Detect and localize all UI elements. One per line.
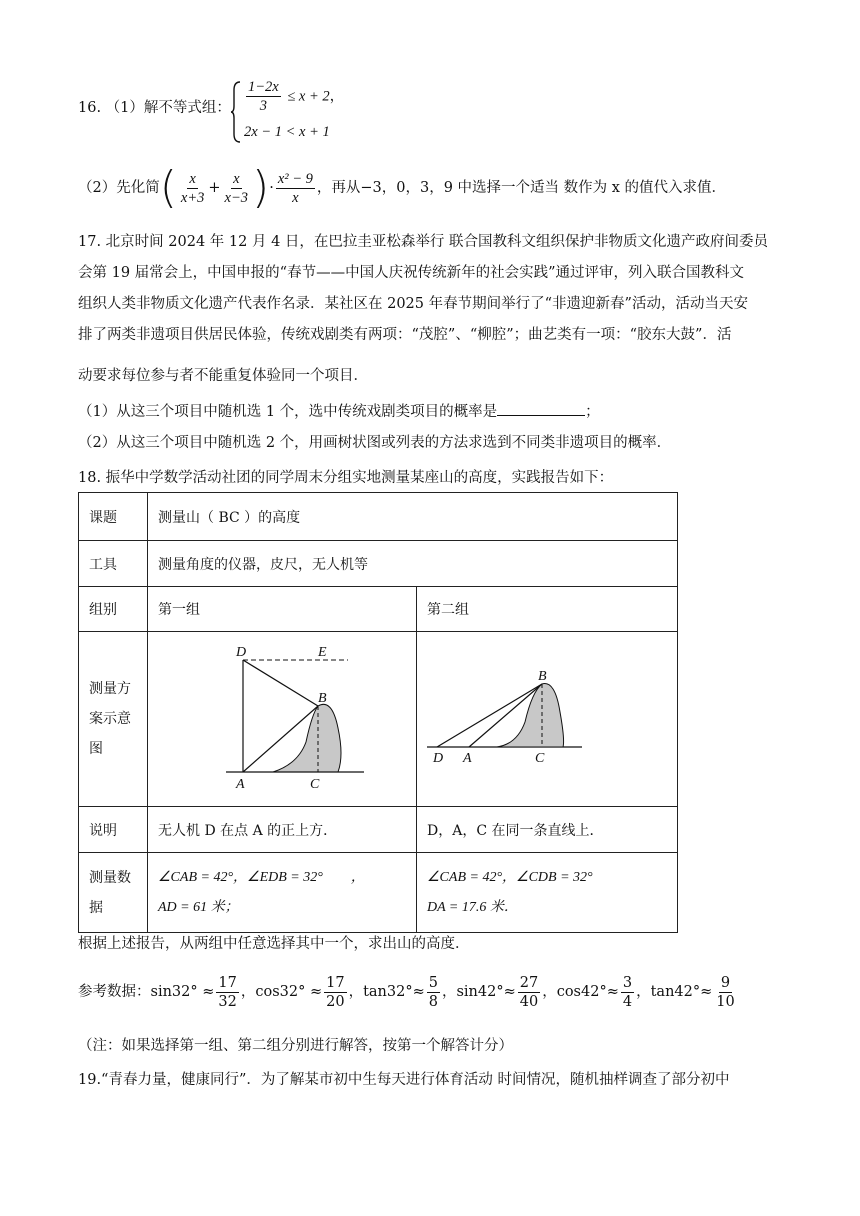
ref-fraction: $\frac{17}{32}$ [218, 974, 237, 1010]
ref-function: sin42°≈ [456, 984, 516, 1000]
table-row [79, 807, 678, 853]
q17-line-5: 动要求每位参与者不能重复体验同一个项目． [78, 368, 368, 384]
ref-fraction: $\frac{3}{4}$ [622, 974, 633, 1010]
ref-fraction: $\frac{17}{20}$ [326, 974, 345, 1010]
label-E: E [318, 645, 327, 660]
label-A: A [463, 751, 472, 766]
answer-blank [497, 401, 585, 416]
q16-inequality-1: $\frac{1-2x}{3}$ ≤ x + 2， [248, 79, 345, 114]
q18-note: （注：如果选择第一组、第二组分别进行解答，按第一个解答计分） [78, 1038, 513, 1054]
diagram-group-2 [417, 632, 678, 807]
q17-line-4: 排了两类非遗项目供居民体验，传统戏剧类有两项：“茂腔”、“柳腔”；曲艺类有一项：“胶东大鼓”．活 [78, 327, 732, 343]
reference-values: sin32° ≈ $\frac{17}{32}$ ，cos32° ≈ $\frac{17}{20}$ ，tan32°≈ $\frac{5}{8}$ ，sin42°≈ $\frac{27}{40}$ ，cos42°≈ $\frac{3}{4}$ ，tan42°≈ $\frac{9}{10}$ [150, 974, 735, 1010]
ref-function: tan32°≈ [363, 984, 425, 1000]
q17-line-2: 会第 19 届常会上，中国申报的“春节——中国人庆祝传统新年的社会实践”通过评审，列入联合国教科文 [78, 265, 744, 281]
tools-label: 工具 [79, 541, 148, 587]
label-A: A [236, 777, 245, 792]
diagram-2 [417, 632, 677, 802]
scheme-label: 测量方 案示意 图 [79, 632, 148, 807]
tools-value: 测量角度的仪器，皮尺，无人机等 [148, 541, 678, 587]
group2-header: 第二组 [417, 587, 678, 632]
table-row [79, 493, 678, 541]
note-group1: 无人机 D 在点 A 的正上方． [148, 807, 417, 853]
left-brace-icon [230, 80, 242, 144]
data-group1: ∠CAB = 42°，∠EDB = 32° ， AD = 61 米； [148, 853, 417, 933]
q17-part2: （2）从这三个项目中随机选 2 个，用画树状图或列表的方法求选到不同类非遗项目的概率． [78, 435, 672, 451]
diagram-group-1 [148, 632, 417, 807]
table-row [79, 853, 678, 933]
topic-label: 课题 [79, 493, 148, 541]
practice-report-table [78, 492, 678, 933]
topic-value: 测量山（ BC ）的高度 [148, 493, 678, 541]
ref-function: cos42°≈ [556, 984, 619, 1000]
table-row [79, 632, 678, 807]
label-B: B [538, 669, 547, 684]
label-C: C [535, 751, 545, 766]
diagram-1 [148, 632, 416, 802]
q16-inequality-2: 2x − 1 < x + 1 [244, 124, 330, 140]
q18-after-table: 根据上述报告，从两组中任意选择其中一个，求出山的高度． [78, 936, 470, 952]
q16-part1 [78, 98, 231, 118]
ref-fraction: $\frac{9}{10}$ [716, 974, 735, 1010]
p2-fraction-1: $\frac{x}{x+3}$ [180, 170, 205, 206]
q16-part2: （2）先化简( $\frac{x}{x+3}$ + $\frac{x}{x-3}$ )· $\frac{\text{x² − 9}}{x}$ ，再从−3，0，3，9 中选择一个适当 数作为 x 的值代入求值． [78, 162, 727, 213]
label-B: B [318, 691, 327, 706]
q17-part1: （1）从这三个项目中随机选 1 个，选中传统戏剧类项目的概率是 ； [78, 401, 600, 422]
note-group2: D，A，C 在同一条直线上． [417, 807, 678, 853]
ref-function: tan42°≈ [650, 984, 713, 1000]
ref-function: sin32° ≈ [150, 984, 215, 1000]
label-C: C [310, 777, 320, 792]
q17-line-1: 17. 北京时间 2024 年 12 月 4 日，在巴拉圭亚松森举行 联合国教科文组织保护非物质文化遗产政府间委员 [78, 234, 769, 250]
q19-line: 19.“青春力量，健康同行”．为了解某市初中生每天进行体育活动 时间情况，随机抽样调查了部分初中 [78, 1072, 730, 1088]
q18-intro: 18. 振华中学数学活动社团的同学周末分组实地测量某座山的高度，实践报告如下： [78, 470, 614, 486]
table-row [79, 587, 678, 632]
ref-fraction: $\frac{5}{8}$ [428, 974, 438, 1010]
label-D: D [236, 645, 247, 660]
group-label: 组别 [79, 587, 148, 632]
data-label: 测量数 据 [79, 853, 148, 933]
ineq1-fraction: $\frac{1-2x}{3}$ [248, 79, 279, 114]
q17-line-3: 组织人类非物质文化遗产代表作名录．某社区在 2025 年春节期间举行了“非遗迎新春”活动，活动当天安 [78, 296, 748, 312]
q18-reference-data: 参考数据：sin32° ≈ $\frac{17}{32}$ ，cos32° ≈ $\frac{17}{20}$ ，tan32°≈ $\frac{5}{8}$ ，sin42°≈ $\frac{27}{40}$ ，cos42°≈ $\frac{3}{4}$ ，tan42°≈ $\frac{9}{10}$ [78, 970, 739, 1014]
ref-function: cos32° ≈ [255, 984, 323, 1000]
p2-fraction-2: $\frac{x}{x-3}$ [224, 170, 249, 206]
note-label: 说明 [79, 807, 148, 853]
p2-fraction-3: $\frac{\text{x² − 9}}{x}$ [277, 170, 313, 206]
q16-part1-prefix: 16. （1）解不等式组： [78, 100, 231, 116]
group1-header: 第一组 [148, 587, 417, 632]
data-group2: ∠CAB = 42°，∠CDB = 32° DA = 17.6 米． [417, 853, 678, 933]
ref-fraction: $\frac{27}{40}$ [519, 974, 539, 1010]
table-row [79, 541, 678, 587]
label-D: D [433, 751, 444, 766]
